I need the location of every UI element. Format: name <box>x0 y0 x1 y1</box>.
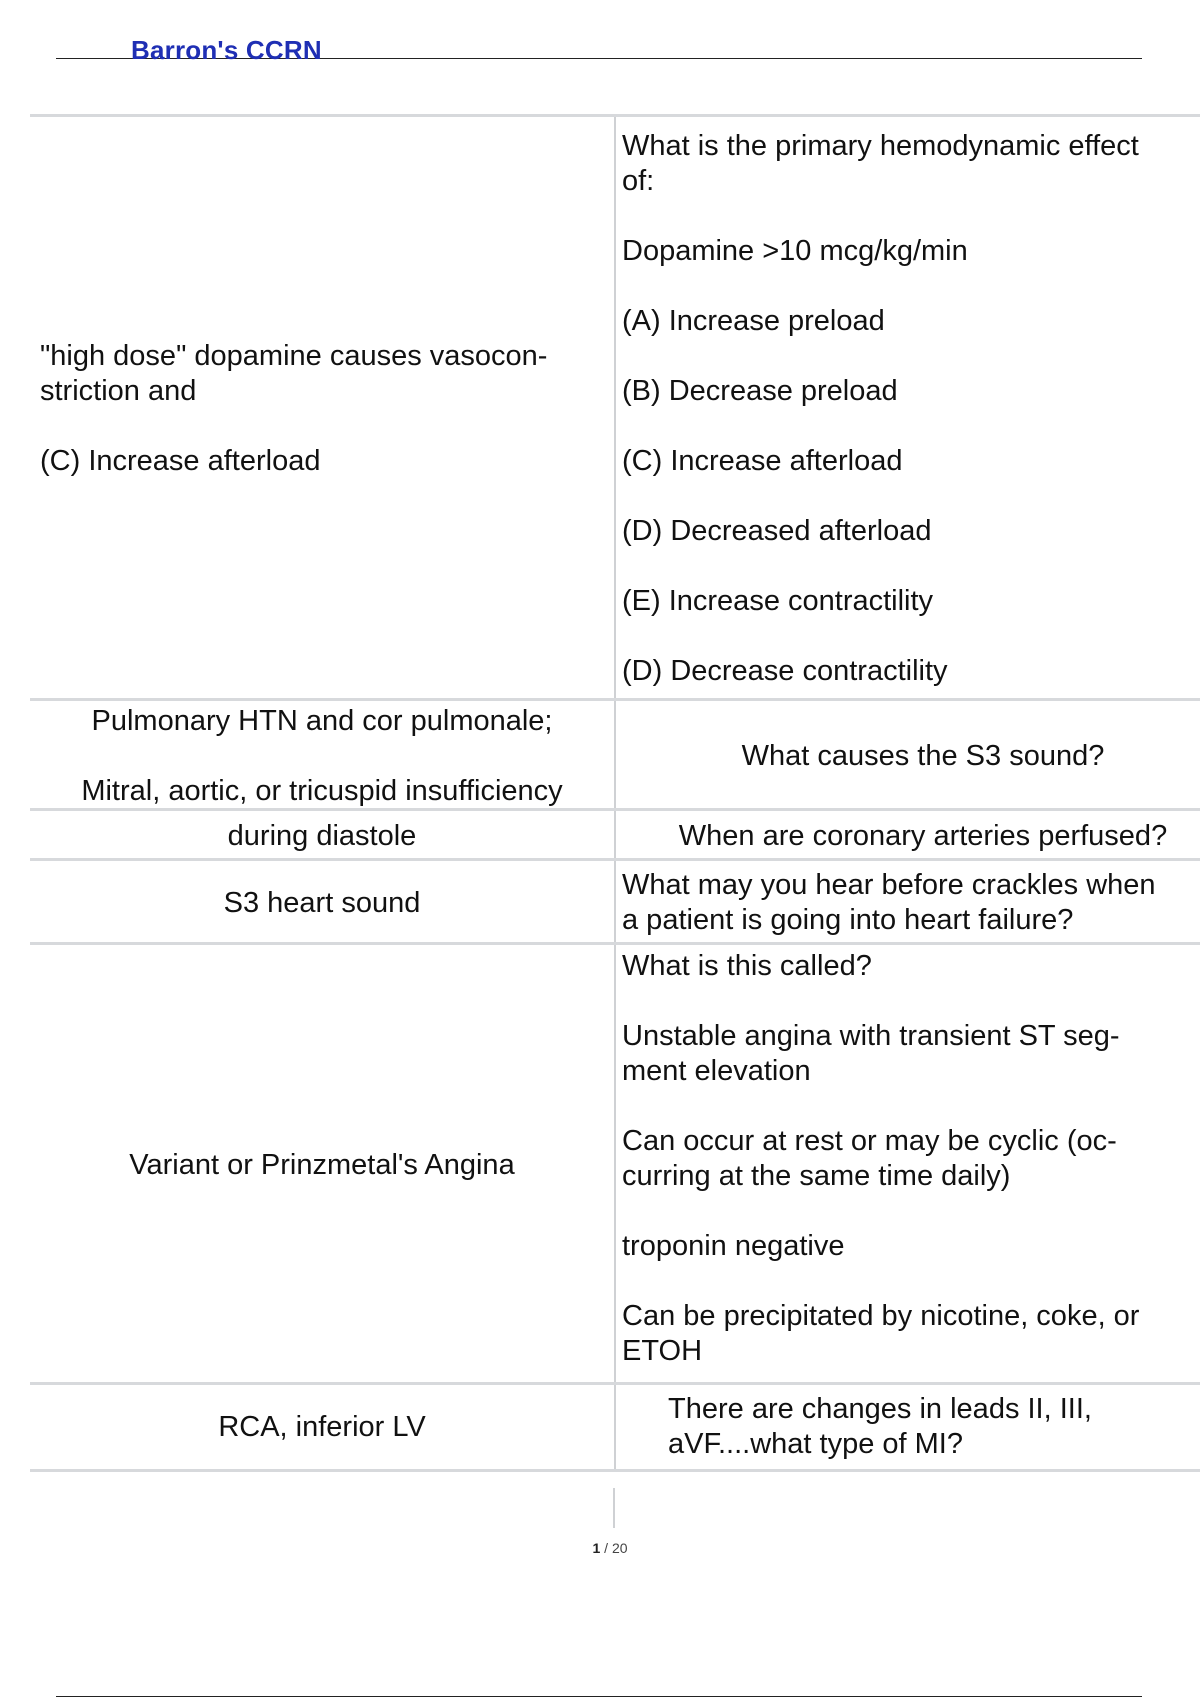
question-line: ment elevation <box>622 1055 811 1087</box>
question-line: aVF....what type of MI? <box>668 1428 963 1460</box>
footer-rule <box>56 1696 1142 1697</box>
question-line: (D) Decreased afterload <box>622 515 932 547</box>
question-line: ETOH <box>622 1335 703 1367</box>
question-cell <box>614 945 1200 1385</box>
answer-line: (C) Increase afterload <box>40 445 321 477</box>
question-cell <box>614 1385 1200 1469</box>
card-row <box>30 1382 1200 1472</box>
question-line: What may you hear before crackles when <box>622 869 1156 901</box>
question-cell <box>614 701 1200 811</box>
question-line: When are coronary arteries perfused? <box>678 819 1168 852</box>
page-number <box>560 1540 660 1556</box>
question-cell <box>614 117 1200 701</box>
question-line: Dopamine >10 mcg/kg/min <box>622 235 968 267</box>
answer-line: "high dose" dopamine causes vasocon- <box>40 340 548 372</box>
question-line: (C) Increase afterload <box>622 445 903 477</box>
answer-cell <box>30 117 614 701</box>
page-total: 20 <box>611 1540 628 1556</box>
answer-line: during diastole <box>227 819 417 852</box>
question-line: troponin negative <box>622 1230 845 1262</box>
question-line: of: <box>622 165 655 197</box>
card-row <box>30 942 1200 1385</box>
answer-line: Pulmonary HTN and cor pulmonale; <box>91 704 553 737</box>
answer-cell <box>30 811 614 861</box>
question-line: There are changes in leads II, III, <box>668 1393 1092 1425</box>
page-separator: / <box>600 1540 612 1556</box>
card-row <box>30 698 1200 811</box>
answer-cell <box>30 945 614 1385</box>
question-line: Can occur at rest or may be cyclic (oc- <box>622 1125 1117 1157</box>
question-line: curring at the same time daily) <box>622 1160 1011 1192</box>
question-line: Can be precipitated by nicotine, coke, or <box>622 1300 1140 1332</box>
card-row <box>30 114 1200 701</box>
answer-cell <box>30 701 614 811</box>
answer-line: Variant or Prinzmetal's Angina <box>129 1148 515 1181</box>
question-line: What is this called? <box>622 950 872 982</box>
question-line: (D) Decrease contractility <box>622 655 948 687</box>
question-line: (A) Increase preload <box>622 305 885 337</box>
answer-cell <box>30 861 614 945</box>
answer-cell <box>30 1385 614 1469</box>
card-row <box>30 808 1200 861</box>
question-cell <box>614 861 1200 945</box>
question-line: (E) Increase contractility <box>622 585 934 617</box>
column-divider-stub <box>613 1488 615 1528</box>
page-current: 1 <box>592 1540 601 1556</box>
question-line: Unstable angina with transient ST seg- <box>622 1020 1120 1052</box>
answer-line: S3 heart sound <box>223 886 421 919</box>
question-line: What causes the S3 sound? <box>741 739 1105 772</box>
question-line: (B) Decrease preload <box>622 375 898 407</box>
question-line: What is the primary hemodynamic effect <box>622 130 1139 162</box>
page-header <box>56 34 1142 65</box>
answer-line: Mitral, aortic, or tricuspid insufficiency <box>81 774 563 807</box>
header-title: Barron's CCRN <box>131 35 322 65</box>
question-line: a patient is going into heart failure? <box>622 904 1074 936</box>
answer-line: RCA, inferior LV <box>218 1410 426 1443</box>
card-row <box>30 858 1200 945</box>
answer-line: striction and <box>40 375 197 407</box>
question-cell <box>614 811 1200 861</box>
